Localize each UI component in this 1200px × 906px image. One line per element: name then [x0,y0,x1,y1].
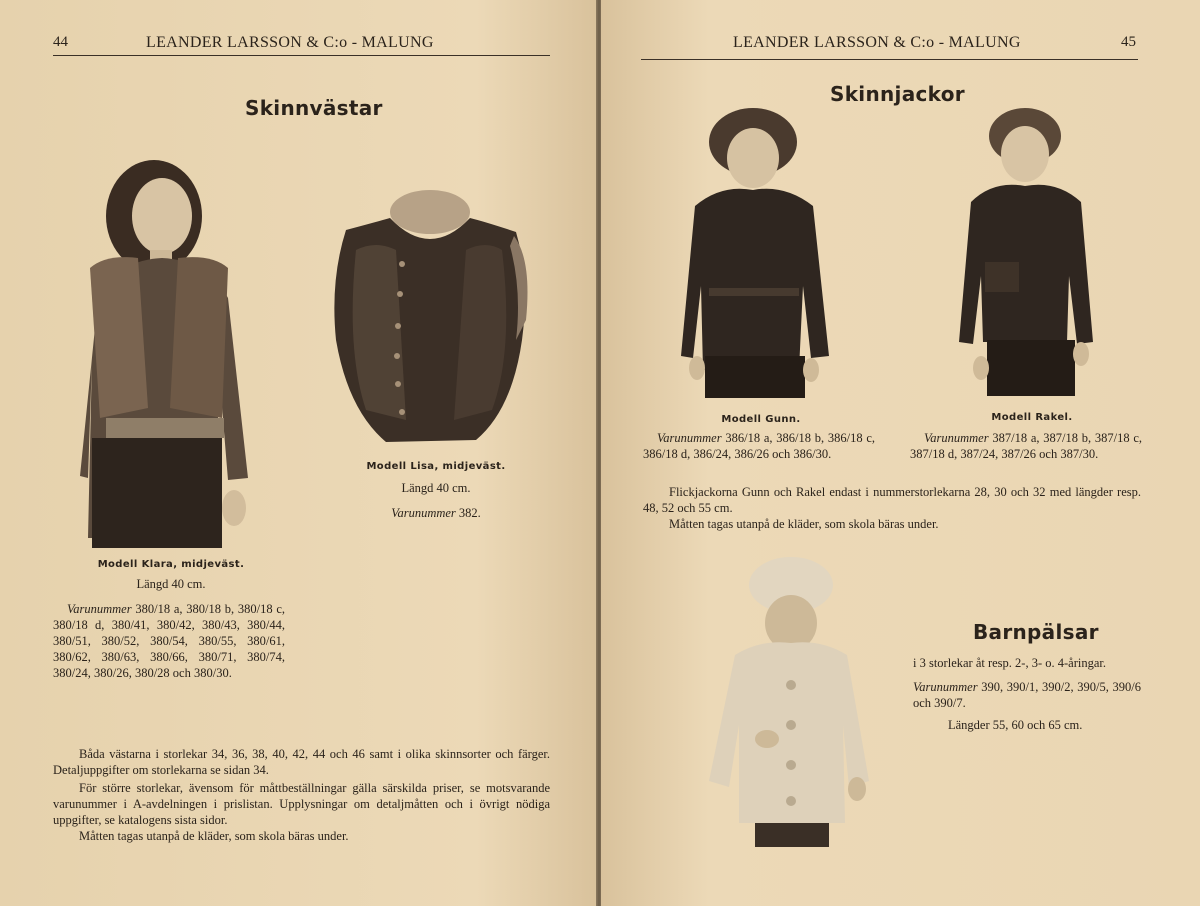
numbers-text: 386/18 a, 386/18 b, 386/18 c, 386/18 d, 386/24, 386/26 och 386/30. [643,431,876,461]
barnpals-photo [705,555,873,853]
header-rule [53,55,550,56]
model-klara-caption: Modell Klara, midjeväst. [97,559,245,570]
running-header: LEANDER LARSSON & C:o - MALUNG [146,34,434,51]
numbers-text: 380/18 a, 380/18 b, 380/18 c, 380/18 d, 380/41, 380/42, 380/43, 380/44, 380/51, 380/52, 380/54, 380/55, 380/61, 380/62, 380/63, 380/66, 380/71, 380/74, 380/24, 380/26, 380/28 och 380/30. [53,602,286,680]
jacket-paragraph-1: Flickjackorna Gunn och Rakel endast i nummerstorlekarna 28, 30 och 32 med längder resp. 48, 52 och 55 cm. [643,485,1141,515]
body-paragraph-2: För större storlekar, ävensom för måttbeställningar gälla särskilda priser, se motsvarande varunummer i A-avdelningen i prislistan. Upplysningar om detaljmåtten och i övrigt nödiga uppgifter, se katalogens sista sidor. [53,781,550,827]
model-rakel-numbers [910,430,1142,462]
running-header: LEANDER LARSSON & C:o - MALUNG [733,34,1021,51]
model-gunn-photo [681,106,831,404]
varunummer-label: Varunummer [67,602,132,616]
barnpalsar-lengths: Längder 55, 60 och 65 cm. [948,718,1083,732]
model-rakel-photo [957,106,1097,400]
model-klara-length: Längd 40 cm. [136,577,206,591]
page-number: 45 [1121,34,1136,50]
varunummer-label: Varunummer [391,506,456,520]
page-number: 44 [53,34,68,50]
varunummer-label: Varunummer [924,431,989,445]
numbers-text: 390, 390/1, 390/2, 390/5, 390/6 och 390/7. [913,680,1141,710]
model-lisa-caption: Modell Lisa, midjeväst. [366,461,506,472]
numbers-text: 382. [458,506,481,520]
model-lisa-illustration [326,190,534,448]
right-page [601,0,1200,906]
model-gunn-caption: Modell Gunn. [721,414,801,425]
body-paragraph-3: Måtten tagas utanpå de kläder, som skola bäras under. [79,829,349,843]
section-title: Skinnvästar [245,96,383,120]
section-title: Skinnjackor [830,82,965,106]
model-lisa-numbers [360,505,512,521]
numbers-text: 387/18 a, 387/18 b, 387/18 c, 387/18 d, 387/24, 387/26 och 387/30. [910,431,1143,461]
body-paragraph-1: Båda västarna i storlekar 34, 36, 38, 40, 42, 44 och 46 samt i olika skinnsorter och färger. Detaljuppgifter om storlekarna se sidan 34. [53,747,550,777]
varunummer-label: Varunummer [913,680,978,694]
barnpalsar-title: Barnpälsar [973,620,1099,644]
barnpalsar-numbers [913,679,1141,711]
varunummer-label: Varunummer [657,431,722,445]
left-page [0,0,597,906]
model-klara-numbers [53,601,285,681]
model-rakel-caption: Modell Rakel. [991,412,1073,423]
header-rule [641,59,1138,60]
model-klara-photo [78,158,264,552]
model-gunn-numbers [643,430,875,462]
model-lisa-length: Längd 40 cm. [401,481,471,495]
barnpalsar-sizes: i 3 storlekar åt resp. 2-, 3- o. 4-åringar. [913,656,1106,670]
jacket-paragraph-2: Måtten tagas utanpå de kläder, som skola bäras under. [669,517,939,531]
